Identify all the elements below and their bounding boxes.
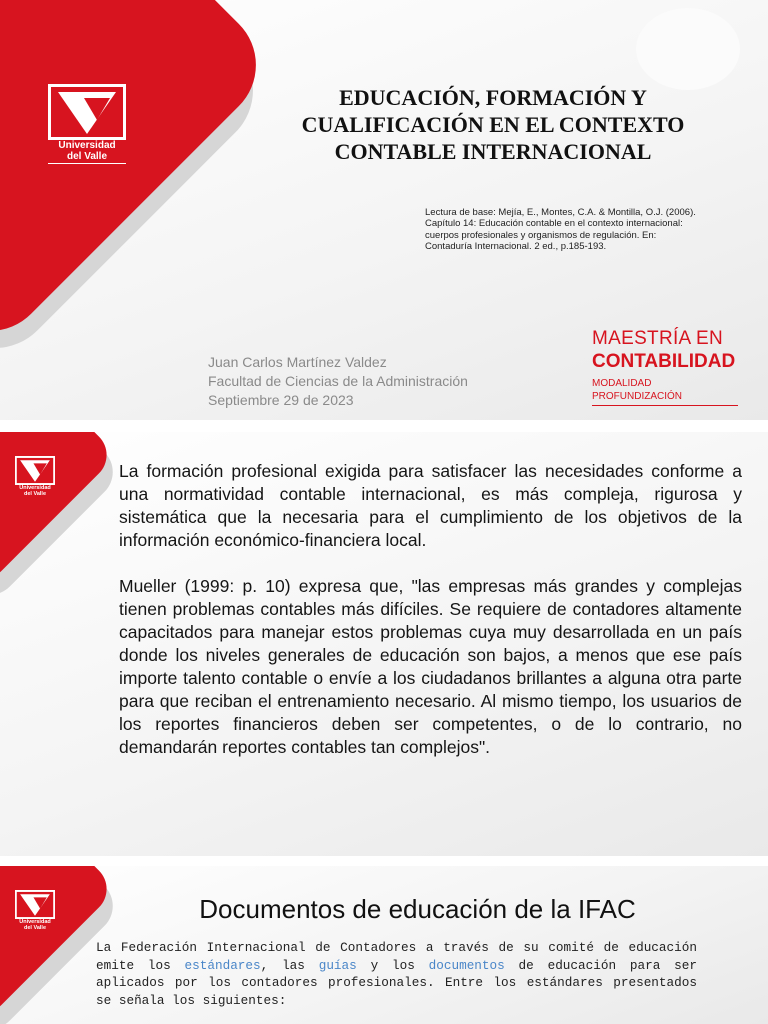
universidad-del-valle-logo bbox=[15, 456, 55, 498]
body-paragraph: La formación profesional exigida para satisfacer las necesidades conforme a una normatividad contable internacional, es más compleja, rigurosa y sistemática que la necesaria para el cumplimiento de los objetivos de la información económico-financiera local. bbox=[119, 461, 742, 550]
universidad-del-valle-logo bbox=[48, 84, 126, 164]
title-line: CONTABLE INTERNACIONAL bbox=[334, 139, 652, 164]
documents-link[interactable]: documentos bbox=[428, 957, 505, 973]
author-faculty: Facultad de Ciencias de la Administración bbox=[208, 373, 468, 389]
author-name: Juan Carlos Martínez Valdez bbox=[208, 354, 387, 370]
program-logo bbox=[592, 328, 738, 406]
logo-name-line2: del Valle bbox=[23, 924, 46, 931]
logo-name-line1: Universidad bbox=[19, 919, 51, 925]
reading-reference bbox=[425, 207, 715, 252]
body-text: de educación para ser aplicados por los contadores profesionales. Entre los estándares presentados se señala los siguientes: bbox=[96, 957, 697, 1008]
slide-body bbox=[119, 460, 742, 782]
content-slide bbox=[0, 866, 768, 1024]
body-text: La Federación Internacional de Contadores a través de su comité de educación emite los bbox=[96, 940, 697, 973]
slide-decoration-red bbox=[0, 0, 280, 355]
slide-decoration-oval bbox=[636, 8, 740, 90]
title-line: EDUCACIÓN, FORMACIÓN Y bbox=[339, 85, 647, 110]
guides-link[interactable]: guías bbox=[318, 957, 357, 973]
title-slide bbox=[0, 0, 768, 420]
body-paragraph: Mueller (1999: p. 10) expresa que, "las empresas más grandes y complejas tienen problemas contables más difíciles. Se requiere de contadores altamente capacitados para manejar estos problemas cuya muy desarrollada en un país donde los niveles generales de educación son bajos, a menos que ese país importe talento contable o envíe a los ciudadanos brillantes a alguna otra parte para que reciban el entrenamiento necesario. Al mismo tiempo, los usuarios de los reportes financieros deben ser competentes, o de lo contrario, no demandarán reportes contables tan complejos". bbox=[119, 576, 742, 757]
univalle-emblem-icon bbox=[15, 456, 55, 485]
standards-link[interactable]: estándares bbox=[184, 957, 261, 973]
content-slide bbox=[0, 432, 768, 856]
universidad-del-valle-logo bbox=[15, 890, 55, 932]
slide-gap bbox=[0, 420, 768, 432]
title-line: CUALIFICACIÓN EN EL CONTEXTO bbox=[301, 112, 685, 137]
program-line2: CONTABILIDAD bbox=[592, 351, 736, 372]
slide-gap bbox=[0, 856, 768, 866]
slide-body bbox=[96, 939, 697, 1009]
reading-line: Lectura de base: Mejía, E., Montes, C.A. & Montilla, O.J. (2006). bbox=[425, 207, 696, 218]
body-text: , las bbox=[260, 957, 319, 973]
univalle-emblem-icon bbox=[48, 84, 126, 140]
program-line1: MAESTRÍA EN bbox=[592, 328, 724, 349]
slide-title: Documentos de educación de la IFAC bbox=[199, 894, 636, 924]
logo-name-line1: Universidad bbox=[58, 140, 116, 151]
logo-name-line1: Universidad bbox=[19, 485, 51, 491]
presentation-date: Septiembre 29 de 2023 bbox=[208, 392, 354, 408]
logo-name-line2: del Valle bbox=[23, 490, 46, 497]
logo-name-line2: del Valle bbox=[48, 152, 126, 165]
univalle-emblem-icon bbox=[15, 890, 55, 919]
author-block bbox=[208, 353, 468, 410]
presentation-title bbox=[270, 84, 716, 165]
reading-line: cuerpos profesionales y organismos de regulación. En: bbox=[425, 229, 657, 241]
program-line3: MODALIDAD PROFUNDIZACIÓN bbox=[592, 377, 738, 406]
reading-line: Capítulo 14: Educación contable en el contexto internacional: bbox=[425, 218, 683, 230]
body-text: y los bbox=[356, 957, 429, 973]
reading-line: Contaduría Internacional. 2 ed., p.185-193. bbox=[425, 240, 607, 252]
